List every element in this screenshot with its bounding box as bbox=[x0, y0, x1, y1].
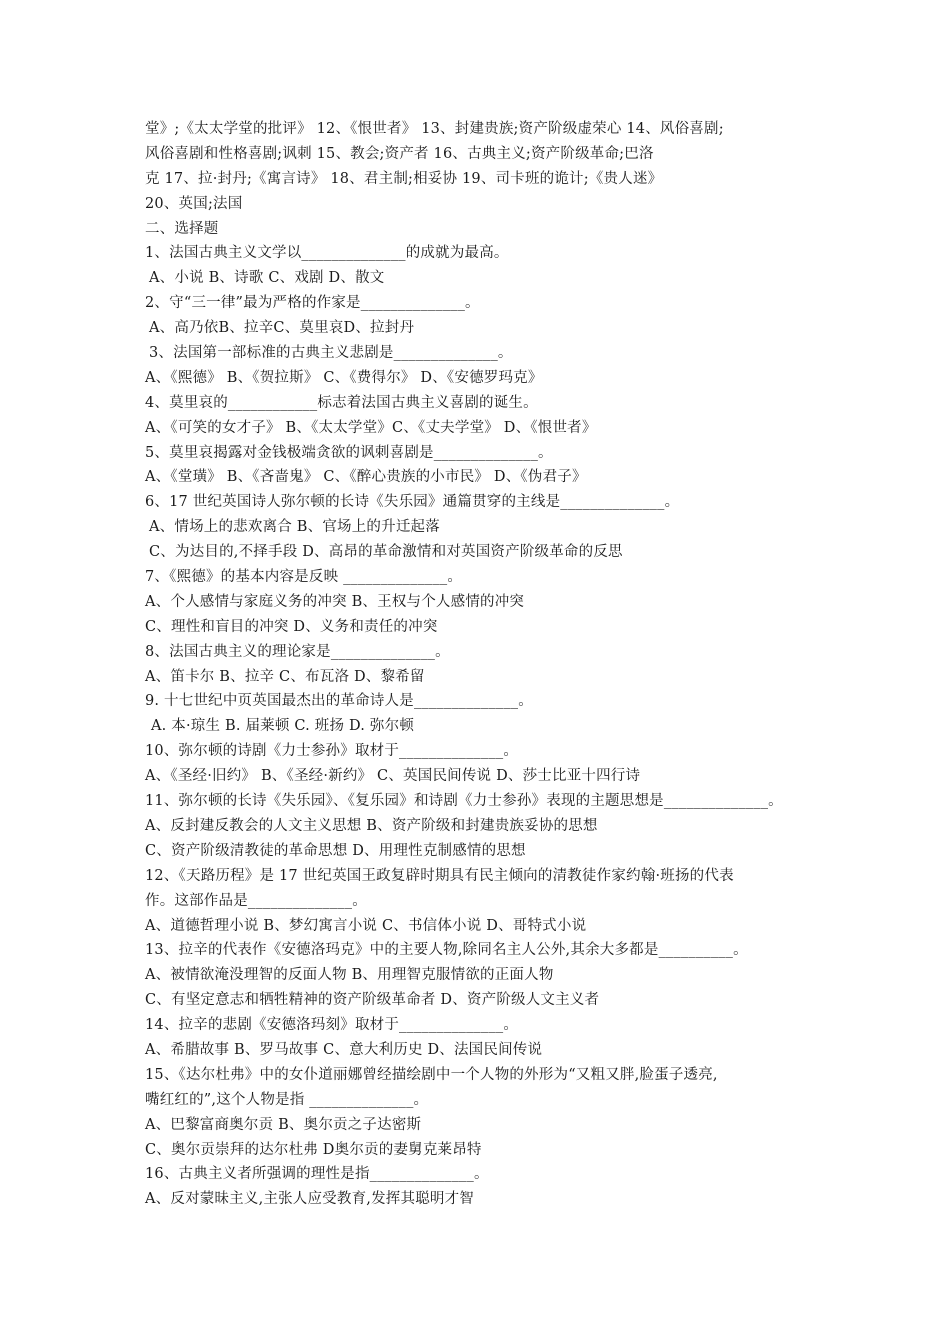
answer-options: A、《可笑的女才子》 B、《太太学堂》C、《丈夫学堂》 D、《恨世者》 bbox=[145, 419, 597, 436]
answer-options: A、道德哲理小说 B、梦幻寓言小说 C、书信体小说 D、哥特式小说 bbox=[145, 917, 587, 934]
question-text: 14、拉辛的悲剧《安德洛玛刻》取材于______________。 bbox=[145, 1017, 519, 1034]
question-text: 11、弥尔顿的长诗《失乐园》、《复乐园》和诗剧《力士参孙》表现的主题思想是______________。 bbox=[145, 793, 783, 810]
section-heading: 二、选择题 bbox=[145, 220, 219, 237]
question-text: 6、17 世纪英国诗人弥尔顿的长诗《失乐园》通篇贯穿的主线是______________。 bbox=[145, 494, 680, 511]
answer-options: A、《熙德》 B、《贺拉斯》 C、《费得尔》 D、《安德罗玛克》 bbox=[145, 369, 543, 386]
answer-options: A、个人感情与家庭义务的冲突 B、王权与个人感情的冲突 bbox=[145, 593, 525, 610]
question-text: 嘴红红的”,这个人物是指 ______________。 bbox=[145, 1091, 429, 1108]
question-text: 16、古典主义者所强调的理性是指______________。 bbox=[145, 1166, 489, 1183]
question-text: 15、《达尔杜弗》中的女仆道丽娜曾经描绘剧中一个人物的外形为“又粗又胖,脸蛋子透亮, bbox=[145, 1066, 718, 1083]
question-text: 13、拉辛的代表作《安德洛玛克》中的主要人物,除同名主人公外,其余大多都是__________。 bbox=[145, 942, 748, 959]
text-line: 20、英国;法国 bbox=[145, 195, 243, 212]
question-text: 作。这部作品是______________。 bbox=[145, 892, 367, 909]
answer-options: A、巴黎富商奥尔贡 B、奥尔贡之子达密斯 bbox=[145, 1116, 422, 1133]
answer-options: A、希腊故事 B、罗马故事 C、意大利历史 D、法国民间传说 bbox=[145, 1041, 543, 1058]
question-text: 1、法国古典主义文学以______________的成就为最高。 bbox=[145, 245, 509, 262]
answer-options: A、反封建反教会的人文主义思想 B、资产阶级和封建贵族妥协的思想 bbox=[145, 817, 598, 834]
answer-options: C、资产阶级清教徒的革命思想 D、用理性克制感情的思想 bbox=[145, 842, 526, 859]
question-text: 2、守“三一律”最为严格的作家是______________。 bbox=[145, 295, 480, 312]
answer-options: C、有坚定意志和牺牲精神的资产阶级革命者 D、资产阶级人文主义者 bbox=[145, 992, 600, 1009]
document-body bbox=[145, 117, 825, 1212]
answer-options: A、《圣经·旧约》 B、《圣经·新约》 C、英国民间传说 D、莎士比亚十四行诗 bbox=[145, 768, 641, 785]
question-text: 10、弥尔顿的诗剧《力士参孙》取材于______________。 bbox=[145, 743, 519, 760]
question-text: 9. 十七世纪中页英国最杰出的革命诗人是______________。 bbox=[145, 693, 533, 710]
question-text: 4、莫里哀的____________标志着法国古典主义喜剧的诞生。 bbox=[145, 394, 538, 411]
answer-options: A、被情欲淹没理智的反面人物 B、用理智克服情欲的正面人物 bbox=[145, 967, 554, 984]
answer-options: A、小说 B、诗歌 C、戏剧 D、散文 bbox=[149, 270, 385, 287]
answer-options: A、高乃依B、拉辛C、莫里哀D、拉封丹 bbox=[149, 320, 415, 337]
answer-options: A、笛卡尔 B、拉辛 C、布瓦洛 D、黎希留 bbox=[145, 668, 425, 685]
question-text: 5、莫里哀揭露对金钱极端贪欲的讽刺喜剧是______________。 bbox=[145, 444, 553, 461]
answer-options: A. 本·琼生 B. 届莱顿 C. 班扬 D. 弥尔顿 bbox=[151, 718, 415, 735]
question-text: 12、《天路历程》是 17 世纪英国王政复辟时期具有民主倾向的清教徒作家约翰·班扬的代表 bbox=[145, 867, 734, 884]
answer-options: A、情场上的悲欢离合 B、官场上的升迁起落 bbox=[149, 519, 440, 536]
question-text: 3、法国第一部标准的古典主义悲剧是______________。 bbox=[149, 345, 513, 362]
text-line: 风俗喜剧和性格喜剧;讽刺 15、教会;资产者 16、古典主义;资产阶级革命;巴洛 bbox=[145, 145, 654, 162]
answer-options: A、《堂璜》 B、《吝啬鬼》 C、《醉心贵族的小市民》 D、《伪君子》 bbox=[145, 469, 587, 486]
question-text: 8、法国古典主义的理论家是______________。 bbox=[145, 643, 450, 660]
question-text: 7、《熙德》的基本内容是反映 ______________。 bbox=[145, 569, 463, 586]
answer-options: C、奥尔贡崇拜的达尔杜弗 D奥尔贡的妻舅克莱昂特 bbox=[145, 1141, 482, 1158]
text-line: 克 17、拉·封丹;《寓言诗》 18、君主制;相妥协 19、司卡班的诡计;《贵人迷》 bbox=[145, 170, 663, 187]
text-line: 堂》;《太太学堂的批评》 12、《恨世者》 13、封建贵族;资产阶级虚荣心 14、风俗喜剧; bbox=[145, 121, 724, 137]
answer-options: A、反对蒙昧主义,主张人应受教育,发挥其聪明才智 bbox=[145, 1191, 474, 1208]
answer-options: C、理性和盲目的冲突 D、义务和责任的冲突 bbox=[145, 618, 438, 635]
answer-options: C、为达目的,不择手段 D、高昂的革命激情和对英国资产阶级革命的反思 bbox=[149, 544, 623, 561]
